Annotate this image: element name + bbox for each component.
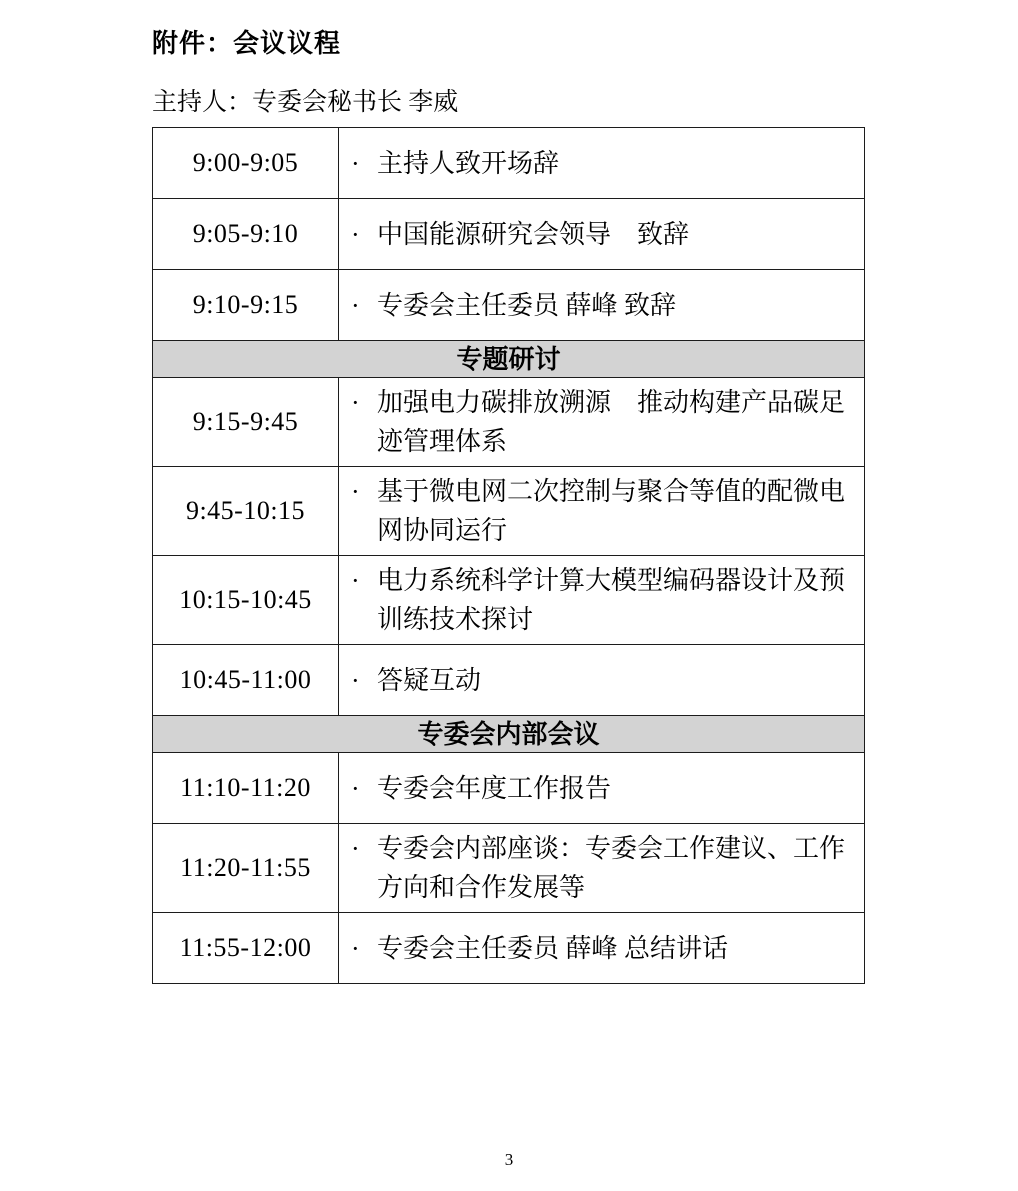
time-cell: 11:55-12:00	[153, 913, 339, 984]
agenda-item-text: 主持人致开场辞	[377, 148, 560, 178]
agenda-item-text: 专委会主任委员 薛峰 致辞	[377, 290, 677, 320]
item-cell-content	[349, 661, 856, 700]
time-cell: 11:20-11:55	[153, 824, 339, 913]
time-cell: 10:15-10:45	[153, 556, 339, 645]
bullet-icon: ·	[351, 388, 360, 417]
time-cell: 10:45-11:00	[153, 645, 339, 716]
item-cell-content	[349, 215, 856, 254]
agenda-item-text: 专委会年度工作报告	[377, 773, 612, 803]
agenda-item-text: 电力系统科学计算大模型编码器设计及预训练技术探讨	[377, 566, 846, 634]
item-cell-content	[349, 561, 856, 639]
table-row	[153, 128, 865, 199]
time-cell: 9:15-9:45	[153, 378, 339, 467]
agenda-table	[152, 127, 865, 984]
bullet-icon: ·	[351, 148, 360, 178]
item-cell-content	[349, 769, 856, 808]
table-row	[153, 270, 865, 341]
bullet-icon: ·	[351, 477, 360, 506]
table-row	[153, 753, 865, 824]
item-cell-content	[349, 929, 856, 968]
bullet-icon: ·	[351, 290, 360, 320]
table-row	[153, 556, 865, 645]
bullet-icon: ·	[351, 773, 360, 803]
item-cell	[339, 645, 865, 716]
item-cell-content	[349, 286, 856, 325]
item-cell	[339, 753, 865, 824]
table-row	[153, 199, 865, 270]
item-cell	[339, 467, 865, 556]
table-row	[153, 913, 865, 984]
page-number: 3	[504, 1150, 514, 1169]
table-row	[153, 378, 865, 467]
item-cell	[339, 270, 865, 341]
item-cell-content	[349, 829, 856, 907]
time-cell: 9:00-9:05	[153, 128, 339, 199]
item-cell	[339, 378, 865, 467]
section-header-row	[153, 716, 865, 753]
section-header: 专题研讨	[153, 341, 865, 378]
agenda-table-body	[153, 128, 865, 984]
time-cell: 11:10-11:20	[153, 753, 339, 824]
item-cell-content	[349, 472, 856, 550]
item-cell	[339, 556, 865, 645]
agenda-item-text: 基于微电网二次控制与聚合等值的配微电网协同运行	[377, 477, 846, 545]
bullet-icon: ·	[351, 933, 360, 963]
item-cell	[339, 128, 865, 199]
bullet-icon: ·	[351, 834, 360, 863]
item-cell-content	[349, 144, 856, 183]
agenda-item-text: 答疑互动	[377, 665, 482, 695]
item-cell	[339, 913, 865, 984]
table-row	[153, 467, 865, 556]
section-header: 专委会内部会议	[153, 716, 865, 753]
table-row	[153, 824, 865, 913]
time-cell: 9:10-9:15	[153, 270, 339, 341]
bullet-icon: ·	[351, 219, 360, 249]
time-cell: 9:45-10:15	[153, 467, 339, 556]
agenda-item-text: 中国能源研究会领导 致辞	[377, 219, 690, 249]
agenda-item-text: 专委会主任委员 薛峰 总结讲话	[377, 933, 729, 963]
bullet-icon: ·	[351, 566, 360, 595]
agenda-item-text: 加强电力碳排放溯源 推动构建产品碳足迹管理体系	[377, 388, 846, 456]
table-row	[153, 645, 865, 716]
item-cell	[339, 824, 865, 913]
item-cell-content	[349, 383, 856, 461]
attachment-title: 附件：会议议程	[152, 29, 342, 58]
agenda-item-text: 专委会内部座谈：专委会工作建议、工作方向和合作发展等	[377, 834, 846, 902]
section-header-row	[153, 341, 865, 378]
item-cell	[339, 199, 865, 270]
bullet-icon: ·	[351, 665, 360, 695]
host-line: 主持人：专委会秘书长 李威	[152, 89, 459, 116]
time-cell: 9:05-9:10	[153, 199, 339, 270]
